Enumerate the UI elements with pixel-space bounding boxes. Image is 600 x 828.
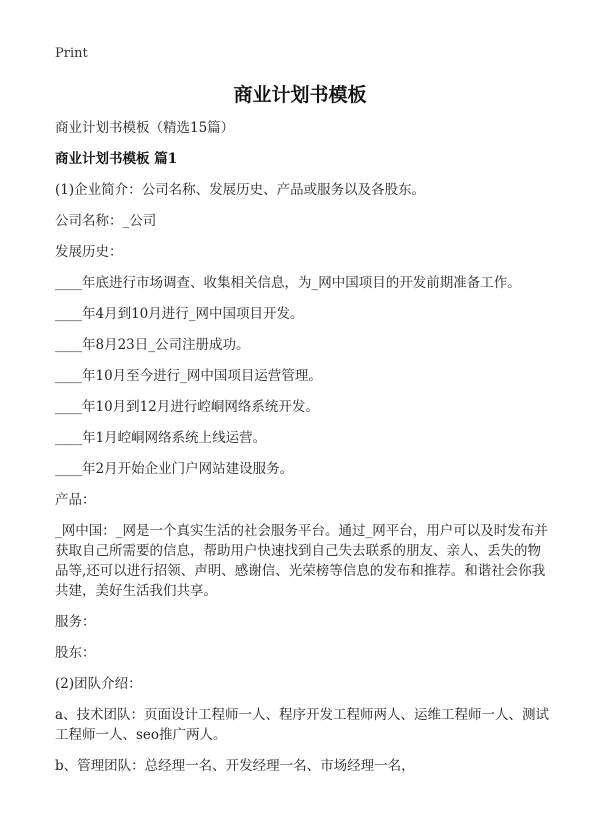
company-name: 公司名称：_公司 (55, 213, 157, 229)
shareholder-label: 股东： (55, 645, 96, 661)
history-item: ____年8月23日_公司注册成功。 (55, 337, 250, 353)
page-title: 商业计划书模板 (233, 84, 367, 106)
company-intro: (1)企业简介：公司名称、发展历史、产品或服务以及各股东。 (55, 182, 426, 198)
history-item: ____年1月崆峒网络系统上线运营。 (55, 430, 267, 446)
history-item: ____年底进行市场调查、收集相关信息，为_网中国项目的开发前期准备工作。 (55, 275, 521, 291)
document-body (55, 118, 550, 787)
team-intro: (2)团队介绍： (55, 676, 142, 692)
product-label: 产品： (55, 492, 96, 508)
print-label[interactable]: Print (55, 46, 88, 61)
history-item: ____年10月至今进行_网中国项目运营管理。 (55, 368, 322, 384)
history-item: ____年4月到10月进行_网中国项目开发。 (55, 306, 304, 322)
team-tech: a、技术团队：页面设计工程师一人、程序开发工程师两人、运维工程师一人、测试工程师一人、seo推广两人。 (55, 707, 550, 743)
history-label: 发展历史： (55, 244, 123, 260)
service-label: 服务： (55, 614, 96, 630)
section-heading: 商业计划书模板 篇1 (55, 151, 178, 167)
history-item: ____年2月开始企业门户网站建设服务。 (55, 461, 294, 477)
team-management: b、管理团队：总经理一名、开发经理一名、市场经理一名， (55, 758, 415, 774)
subtitle: 商业计划书模板（精选15篇） (55, 120, 235, 136)
history-item: ____年10月到12月进行崆峒网络系统开发。 (55, 399, 319, 415)
product-description: _网中国：_网是一个真实生活的社会服务平台。通过_网平台，用户可以及时发布并获取自己所需要的信息，帮助用户快速找到自己失去联系的朋友、亲人、丢失的物品等,还可以进行招领、声明、感谢信、光荣榜等信息的发布和推荐。和谐社会你我共建，美好生活我们共享。 (55, 523, 548, 599)
